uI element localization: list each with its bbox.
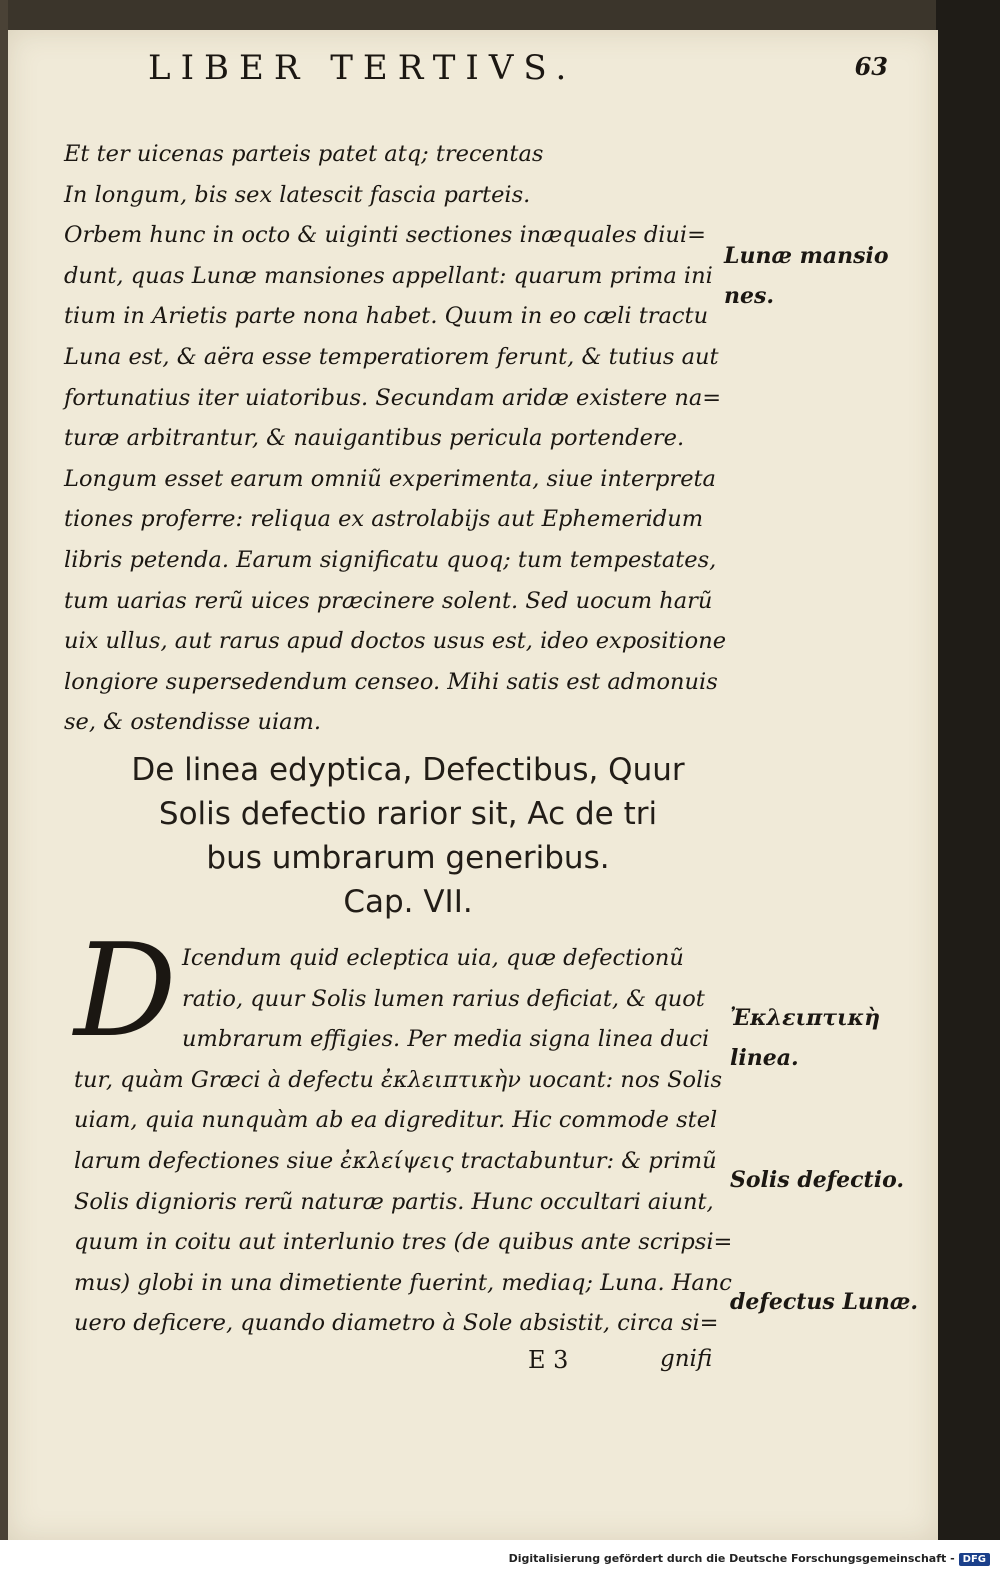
text-line: turæ arbitrantur, & nauigantibus pericula portendere.: [64, 425, 685, 452]
text-line: Longum esset earum omniũ experimenta, siue interpreta: [64, 465, 716, 492]
heading-line: Solis defectio rarior sit, Ac de tri: [158, 796, 658, 832]
scan-border-left: [0, 0, 8, 1588]
text-line: longiore supersedendum censeo. Mihi satis est admonuis: [64, 668, 718, 695]
margin-note-ecliptic-1: Ἐκλειπτικὴ: [730, 1005, 881, 1031]
scan-border-right: [936, 0, 1000, 1588]
text-line: Orbem hunc in octo & uiginti sectiones inæquales diui=: [64, 222, 706, 249]
text-line: Icendum quid ecleptica uia, quæ defectionũ: [182, 945, 684, 971]
text-line: mus) globi in una dimetiente fuerint, mediaq; Luna. Hanc: [74, 1269, 732, 1296]
scan-border-top: [0, 0, 1000, 34]
margin-note-defectus-lunae: defectus Lunæ.: [730, 1289, 919, 1315]
text-line: se, & ostendisse uiam.: [64, 709, 322, 736]
margin-note-lunae-mansiones-1: Lunæ mansio: [724, 243, 889, 269]
catchword: gnifi: [660, 1346, 713, 1372]
drop-cap-initial: D: [74, 917, 177, 1066]
text-line: tiones proferre: reliqua ex astrolabijs aut Ephemeridum: [64, 506, 704, 533]
text-line: uero deficere, quando diametro à Sole absistit, circa si=: [74, 1310, 719, 1337]
running-title: LIBER TERTIVS.: [148, 48, 577, 88]
text-line: Et ter uicenas parteis patet atq; trecentas: [64, 141, 544, 167]
dfg-logo: DFG: [959, 1553, 990, 1566]
chapter-heading: [78, 748, 738, 924]
text-line: quum in coitu aut interlunio tres (de quibus ante scripsi=: [74, 1229, 733, 1256]
text-line: In longum, bis sex latescit fascia parteis.: [64, 181, 531, 208]
text-line: dunt, quas Lunæ mansiones appellant: quarum prima ini: [64, 262, 713, 289]
text-line: ratio, quur Solis lumen rarius deficiat, & quot: [182, 985, 705, 1012]
margin-note-ecliptic-2: linea.: [730, 1045, 799, 1071]
text-line: Solis dignioris rerũ naturæ partis. Hunc occultari aiunt,: [74, 1188, 714, 1215]
heading-line: bus umbrarum generibus.: [206, 840, 610, 876]
heading-line: De linea edyptica, Defectibus, Quur: [131, 752, 685, 788]
folio-number: 63: [854, 52, 888, 81]
text-line: umbrarum effigies. Per media signa linea duci: [182, 1026, 710, 1053]
book-page: [8, 30, 938, 1540]
margin-note-solis-defectio: Solis defectio.: [730, 1167, 905, 1193]
text-line: fortunatius iter uiatoribus. Secundam aridæ existere na=: [64, 384, 722, 411]
text-line: tium in Arietis parte nona habet. Quum in eo cæli tractu: [64, 303, 709, 330]
text-line: Luna est, & aëra esse temperatiorem ferunt, & tutius aut: [64, 343, 719, 370]
credit-text: Digitalisierung gefördert durch die Deutsche Forschungsgemeinschaft -: [508, 1552, 955, 1565]
margin-note-lunae-mansiones-2: nes.: [724, 283, 775, 309]
signature-mark: E 3: [528, 1346, 569, 1374]
text-line: uix ullus, aut rarus apud doctos usus est, ideo expositione: [64, 628, 727, 655]
body-text: [64, 134, 729, 743]
text-line: tur, quàm Græci à defectu ἐκλειπτικὴν uocant: nos Solis: [74, 1066, 723, 1093]
chapter-text: [74, 917, 734, 1344]
digitization-credit: [509, 1552, 990, 1566]
text-line: uiam, quia nunquàm ab ea digreditur. Hic commode stel: [74, 1107, 718, 1134]
text-line: libris petenda. Earum significatu quoq; tum tempestates,: [64, 546, 717, 573]
running-header: [148, 48, 908, 98]
text-line: larum defectiones siue ἐκλείψεις tractabuntur: & primũ: [74, 1147, 717, 1174]
text-line: tum uarias rerũ uices præcinere solent. Sed uocum harũ: [64, 587, 713, 614]
chapter-number: Cap. VII.: [343, 884, 473, 920]
